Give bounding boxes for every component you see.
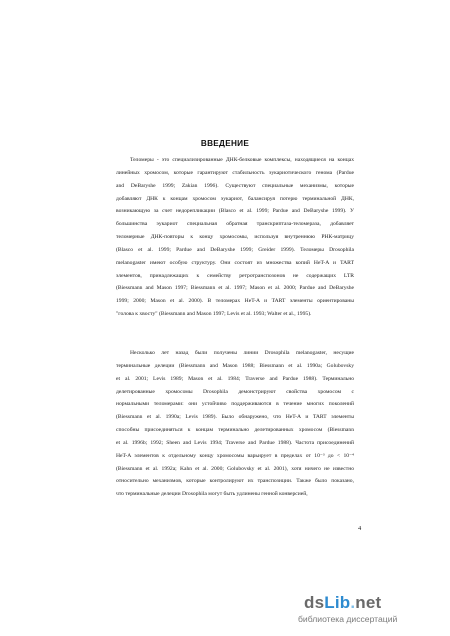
- text-line: что терминальные делеции Drosophila могут быть удлинены генной конверсией,: [116, 491, 308, 498]
- text-line: Несколько лет назад были получены линии Drosophila melanogaster, несущие: [130, 350, 354, 356]
- text-line: терминальные делеции (Biessmann and Mason 1988; Biessmann et al. 1990a; Golubovsky: [116, 362, 354, 369]
- text-line: относительно механизмов, которые контролируют их транспозиции. Также было показано,: [116, 478, 354, 485]
- text-line: нормальными теломерами: они устойчиво поддерживаются в течение многих поколений: [116, 401, 354, 408]
- text-line: and DeBaryshe 1999; Zakian 1996). Существуют специальные механизмы, которые: [116, 182, 354, 189]
- text-line: добавляют ДНК к концам хромосом эукариот, балансируя потерю терминальной ДНК,: [116, 195, 354, 202]
- document-title: ВВЕДЕНИЕ: [200, 139, 250, 148]
- watermark-logo: dsLib.net: [304, 593, 382, 612]
- paragraph-1: [116, 154, 354, 321]
- text-line: et al. 1996b; 1992; Sheen and Levis 1994; Traverse and Pardue 1988). Частота присоединений: [116, 439, 354, 446]
- text-line: (Biessmann et al. 1990a; Levis 1989). Было обнаружено, что HeT-A и TART элементы: [116, 414, 354, 421]
- text-line: теломерные ДНК-повторы к концу хромосомы, используя внутреннюю РНК-матрицу: [116, 234, 354, 241]
- watermark: [298, 593, 444, 633]
- text-line: (Blasco et al. 1999; Pardue and DeBaryshe 1999; Greider 1999). Теломеры Drosophila: [116, 246, 354, 253]
- text-line: делетированные хромосомы Drosophila демонстрируют свойства хромосом с: [116, 388, 354, 395]
- page-number: 4: [358, 525, 362, 532]
- text-line: et al. 2001; Levis 1989; Mason et al. 1984; Traverse and Pardue 1988). Терминально: [116, 375, 354, 382]
- text-line: melanogaster имеют особую структуру. Они состоят из множества копий HeT-A и TART: [116, 259, 354, 266]
- paragraph-2: [116, 347, 354, 501]
- text-line: (Biessmann et al. 1992a; Kahn et al. 2000; Golubovsky et al. 2001), хотя ничего не известно: [116, 465, 354, 472]
- text-line: 1999; 2000; Mason et al. 2000). В теломерах HeT-A и TART элементы ориентированы: [116, 298, 354, 305]
- text-line: большинства эукариот специальная обратная транскриптаза-теломераза, добавляет: [116, 221, 354, 228]
- text-line: линейных хромосом, которые гарантируют стабильность эукариотического генома (Pardue: [116, 169, 354, 176]
- text-line: Теломеры - это специализированные ДНК-белковые комплексы, находящиеся на концах: [130, 157, 354, 163]
- text-line: HeT-A элементов к отдельному концу хромосомы варьирует в пределах от 10⁻³ до < 10⁻⁴: [116, 452, 354, 459]
- watermark-subtitle: библиотека диссертаций: [298, 614, 398, 624]
- text-line: возникающую за счет недорепликации (Blasco et al. 1999; Pardue and DeBaryshe 1999). У: [116, 208, 354, 215]
- text-line: элементов, принадлежащих к семейству ретротранспозонов не содержащих LTR: [116, 272, 354, 279]
- text-line: "голова к хвосту" (Biessmann and Mason 1997; Levis et al. 1993; Walter et al., 1995).: [116, 311, 312, 318]
- text-line: (Biessmann and Mason 1997; Biessmann et al. 1997; Mason et al. 2000; Pardue and DeBaryshe: [116, 285, 354, 292]
- text-line: способны присоединяться к концам терминально делетированных хромосом (Biessmann: [116, 427, 354, 434]
